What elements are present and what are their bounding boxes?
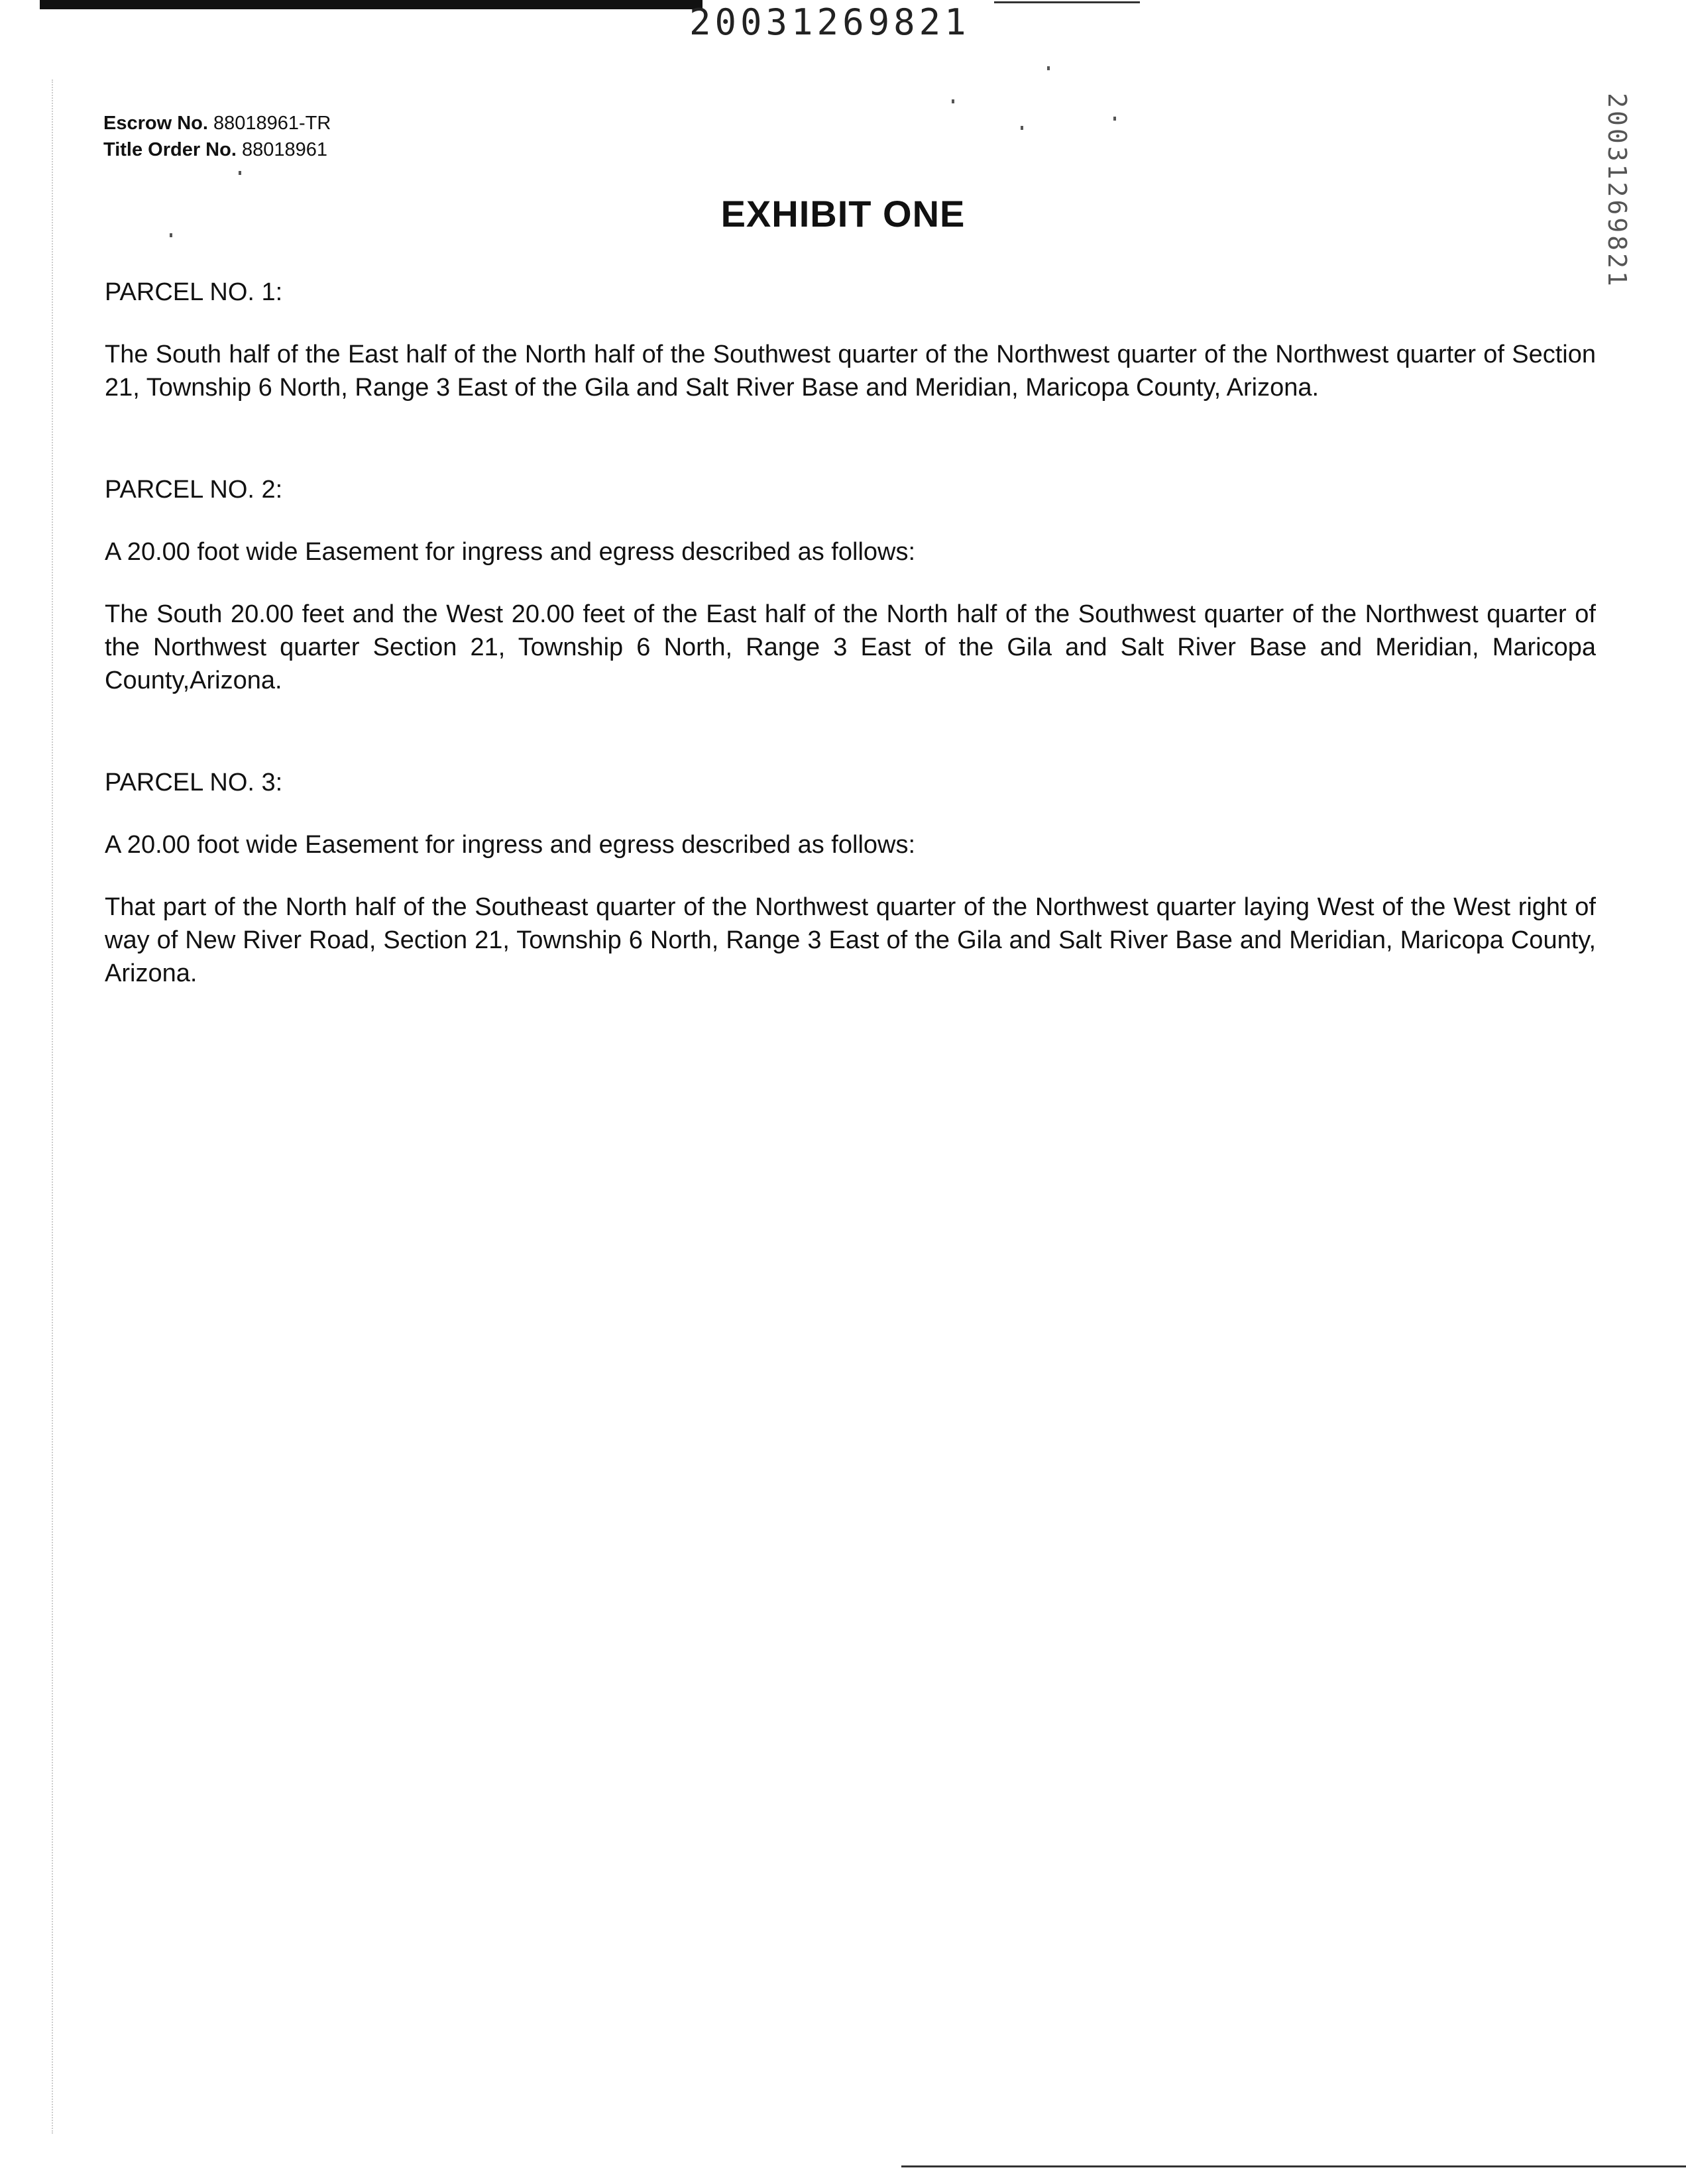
escrow-label: Escrow No. [103, 113, 208, 134]
parcel-3 [105, 766, 1596, 990]
escrow-info-block [103, 110, 331, 163]
title-order-label: Title Order No. [103, 139, 237, 160]
parcel-2 [105, 473, 1596, 697]
scan-speck [1047, 66, 1050, 70]
parcel-description: The South 20.00 feet and the West 20.00 feet of the East half of the North half of the Southwest quarter of the Northwest quarter of the Northwest quarter Section 21, Township 6 North, Range 3 East of the Gila and Salt River Base and Meridian, Maricopa County,Arizona. [105, 600, 1596, 694]
parcel-heading: PARCEL NO. 2: [105, 476, 283, 504]
parcel-heading: PARCEL NO. 3: [105, 769, 283, 796]
bottom-scan-rule [901, 2165, 1686, 2167]
document-title: EXHIBIT ONE [720, 193, 966, 235]
parcel-1 [105, 276, 1596, 404]
vertical-recording-stamp [1604, 85, 1630, 297]
parcel-description: That part of the North half of the Southeast quarter of the Northwest quarter of the Northwest quarter laying West of the West right of way of New River Road, Section 21, Township 6 North, Range 3 East of the Gila and Salt River Base and Meridian, Maricopa County, Arizona. [105, 893, 1596, 987]
parcel-description: The South half of the East half of the North half of the Southwest quarter of the Northwest quarter of the Northwest quarter of Section 21, Township 6 North, Range 3 East of the Gila and Salt River Base and Meridian, Maricopa County, Arizona. [105, 341, 1596, 402]
escrow-number-line [103, 110, 331, 136]
escrow-value: 88018961-TR [213, 113, 331, 134]
top-scan-rule-right [994, 1, 1140, 3]
title-order-value: 88018961 [241, 139, 327, 160]
scan-speck [1113, 117, 1116, 121]
top-scan-rule [40, 0, 702, 9]
vertical-stamp-text: 20031269821 [1602, 93, 1632, 289]
scan-speck [1021, 126, 1023, 130]
title-order-line [103, 136, 331, 163]
scan-speck [239, 171, 241, 175]
recording-number: 20031269821 [689, 1, 970, 43]
left-margin-scan-marks [52, 80, 56, 2134]
parcel-intro: A 20.00 foot wide Easement for ingress and egress described as follows: [105, 538, 916, 566]
parcel-heading: PARCEL NO. 1: [105, 278, 283, 306]
scan-speck [952, 99, 954, 103]
parcel-intro: A 20.00 foot wide Easement for ingress and egress described as follows: [105, 831, 916, 859]
parcel-descriptions [105, 276, 1596, 1059]
